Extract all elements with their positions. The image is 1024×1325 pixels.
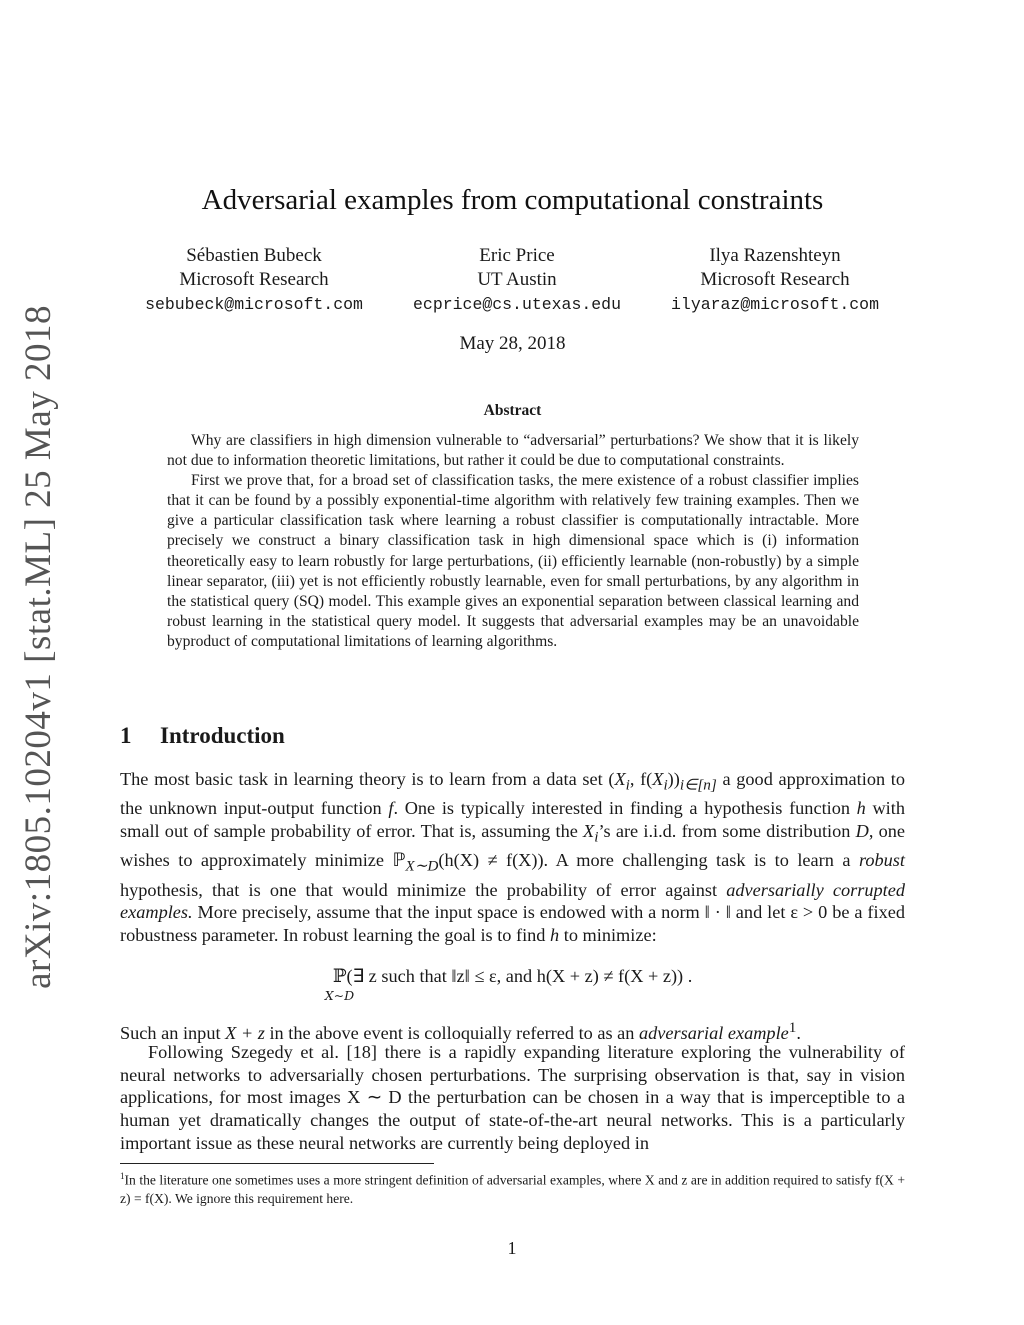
author-name: Ilya Razenshteyn <box>709 245 841 266</box>
math-var: h <box>550 925 560 946</box>
emphasis: robust <box>858 850 905 871</box>
text-run: . <box>796 1023 801 1044</box>
math-sub: i <box>594 828 599 846</box>
footnote-rule <box>120 1163 434 1164</box>
text-run: . One is typically interested in finding a hypothesis function <box>393 798 857 819</box>
display-equation <box>120 966 905 1003</box>
text-run: , one wishes to approximately minimize ℙ <box>120 821 905 871</box>
author-email: ilyaraz@microsoft.com <box>671 295 879 314</box>
paper-date: May 28, 2018 <box>459 333 566 354</box>
author-affiliation: UT Austin <box>477 269 557 290</box>
text-run: hypothesis, that is one that would minimize the probability of error against <box>120 879 727 900</box>
text-run: Such an input <box>120 1023 226 1044</box>
text-run: , f( <box>629 769 653 789</box>
author-name: Sébastien Bubeck <box>186 245 322 266</box>
equation-body: (∃ z such that ‖z‖ ≤ ε, and h(X + z) ≠ f(X + z)) . <box>346 966 693 986</box>
section-heading <box>120 723 285 749</box>
arxiv-margin-stamp <box>14 305 62 989</box>
probability-operator <box>324 966 355 1003</box>
paper-title: Adversarial examples from computational constraints <box>201 184 824 216</box>
author-affiliation: Microsoft Research <box>700 269 850 290</box>
footnote-marker[interactable]: 1 <box>788 1019 797 1036</box>
math-var: f <box>388 798 394 819</box>
paragraph-text: Following Szegedy et al. [18] there is a rapidly expanding literature exploring the vulnerability of neural networks to adversarially chosen perturbations. The surprising observation is that, say in vision applications, for most images X ∼ D the perturbation can be chosen in a way that is imperceptible to a human yet dramatically changes the output of state-of-the-art neural networks. This is a particularly important issue as these neural networks are currently being deployed in <box>120 1042 905 1153</box>
math-var: X <box>652 769 664 789</box>
author-email: sebubeck@microsoft.com <box>145 295 363 314</box>
operator-symbol: ℙ <box>332 966 347 987</box>
intro-paragraph-1 <box>120 768 905 947</box>
emphasis: adversarially corrupted examples. <box>120 879 906 923</box>
math-sub: i∈[n] <box>679 776 717 794</box>
abstract-paragraph: Why are classifiers in high dimension vulnerable to “adversarial” perturbations? We show that it is likely not due to information theoretic limitations, but rather it could be due to computational constraints. <box>167 432 859 470</box>
author-email: ecprice@cs.utexas.edu <box>413 295 621 314</box>
intro-paragraph-3 <box>120 1041 905 1155</box>
math-var: D <box>855 821 869 842</box>
emphasis: adversarial example <box>639 1023 789 1044</box>
section-title: Introduction <box>160 723 285 748</box>
math-var: X + z <box>225 1023 265 1044</box>
abstract-paragraph: First we prove that, for a broad set of classification tasks, the mere existence of a robust classifier implies that it can be found by a possibly exponential-time algorithm with relatively few training examples. Then we give a particular classification task where learning a robust classifier is computationally intractable. More precisely we construct a binary classification task in high dimensional space which is (i) information theoretically easy to learn robustly for large perturbations, (ii) efficiently learnable (non-robustly) by a simple linear separator, (iii) yet is not efficiently robustly learnable, even for small perturbations, by any algorithm in the statistical query (SQ) model. This example gives an exponential separation between classical learning and robust learning in the statistical query model. It suggests that adversarial examples may be an unavoidable byproduct of computational limitations of learning algorithms. <box>167 472 859 650</box>
text-run: The most basic task in learning theory is to learn from a data set ( <box>120 769 615 789</box>
abstract-body <box>167 431 859 652</box>
footnote <box>120 1167 905 1209</box>
arxiv-identifier: arXiv:1805.10204v1 [stat.ML] 25 May 2018 <box>17 305 59 989</box>
text-run: to minimize: <box>559 925 657 946</box>
text-run: a good approximation to the unknown input-output function <box>120 769 905 819</box>
page-number: 1 <box>507 1238 517 1258</box>
author-3 <box>650 244 900 318</box>
paragraph-text <box>120 768 905 947</box>
text-run: in the above event is colloquially referred to as an <box>264 1023 639 1044</box>
abstract-heading: Abstract <box>483 402 542 419</box>
math-var: X <box>583 821 595 842</box>
author-name: Eric Price <box>479 245 555 266</box>
math-sub: X∼D <box>405 858 439 876</box>
text-run: More precisely, assume that the input space is endowed with a norm ‖ · ‖ and let ε > 0 be a fixed robustness parameter. In robust learning the goal is to find <box>120 902 905 946</box>
author-1 <box>129 244 379 318</box>
footnote-text: In the literature one sometimes uses a more stringent definition of adversarial examples, where X and z are in addition required to satisfy f(X + z) = f(X). We ignore this requirement here. <box>120 1172 905 1207</box>
author-affiliation: Microsoft Research <box>179 269 329 290</box>
text-run: with small out of sample probability of error. That is, assuming the <box>120 798 905 842</box>
math-var: h <box>856 798 866 819</box>
author-block <box>120 244 905 320</box>
section-number: 1 <box>120 723 132 748</box>
math-var: X <box>614 769 626 789</box>
author-2 <box>392 244 642 318</box>
math-sub: i <box>625 776 630 794</box>
math-sub: i <box>663 776 668 794</box>
text-run: (h(X) ≠ f(X)). A more challenging task is to learn a <box>438 850 859 871</box>
text-run: )) <box>667 769 680 789</box>
text-run: ’s are i.i.d. from some distribution <box>598 821 856 842</box>
operator-subscript: X∼D <box>324 988 355 1003</box>
footnote-number: 1 <box>120 1171 125 1181</box>
